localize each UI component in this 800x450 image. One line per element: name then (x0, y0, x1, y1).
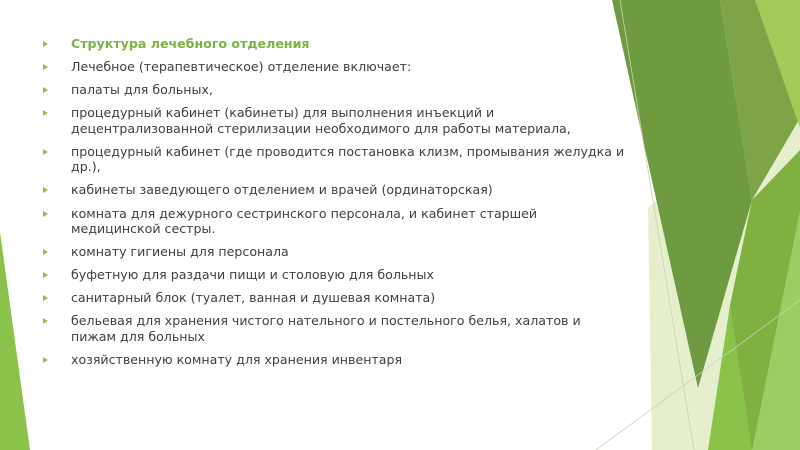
bullet-arrow-icon (43, 272, 48, 278)
bullet-arrow-icon (43, 87, 48, 93)
bullet-arrow-icon (43, 41, 48, 47)
bullet-arrow-icon (43, 249, 48, 255)
list-item (42, 105, 627, 136)
bullet-arrow-icon (43, 110, 48, 116)
slide-title (42, 36, 627, 52)
list-item-text: комната для дежурного сестринского персонала, и кабинет старшей медицинской сестры. (71, 205, 538, 237)
list-item (42, 267, 627, 283)
bullet-arrow-icon (43, 295, 48, 301)
list-item-text: кабинеты заведующего отделением и врачей (ординаторская) (71, 182, 493, 198)
bullet-arrow-icon (43, 149, 48, 155)
left-green-wedge (0, 232, 30, 450)
list-item (42, 206, 627, 237)
list-item (42, 290, 627, 306)
list-item-text: процедурный кабинет (кабинеты) для выполнения инъекций и децентрализованной стерилизации необходимого для работы материала, (71, 105, 571, 136)
list-item (42, 59, 627, 75)
list-item (42, 352, 627, 368)
bullet-arrow-icon (43, 64, 48, 70)
bullet-arrow-icon (43, 318, 48, 324)
list-item (42, 82, 627, 98)
list-item-text: хозяйственную комнату для хранения инвентаря (71, 352, 403, 368)
bullet-arrow-icon (43, 211, 48, 217)
bullet-list (42, 36, 627, 368)
list-item-text: комнату гигиены для персонала (71, 244, 289, 260)
list-item-text: Лечебное (терапевтическое) отделение включает: (71, 59, 412, 75)
list-item-text: палаты для больных, (71, 82, 213, 98)
bullet-arrow-icon (43, 187, 48, 193)
list-item (42, 144, 627, 175)
bullet-arrow-icon (43, 357, 48, 363)
list-item-text: буфетную для раздачи пищи и столовую для больных (71, 267, 434, 283)
list-item (42, 313, 627, 344)
slide-content (42, 36, 627, 375)
list-item-text: процедурный кабинет (где проводится постановка клизм, промывания желудка и др.), (71, 143, 625, 175)
list-item (42, 244, 627, 260)
list-item-text: санитарный блок (туалет, ванная и душевая комната) (71, 290, 436, 306)
slide-title-text: Структура лечебного отделения (71, 36, 310, 51)
list-item (42, 182, 627, 198)
list-item-text: бельевая для хранения чистого нательного и постельного белья, халатов и пижам для больных (71, 313, 581, 344)
